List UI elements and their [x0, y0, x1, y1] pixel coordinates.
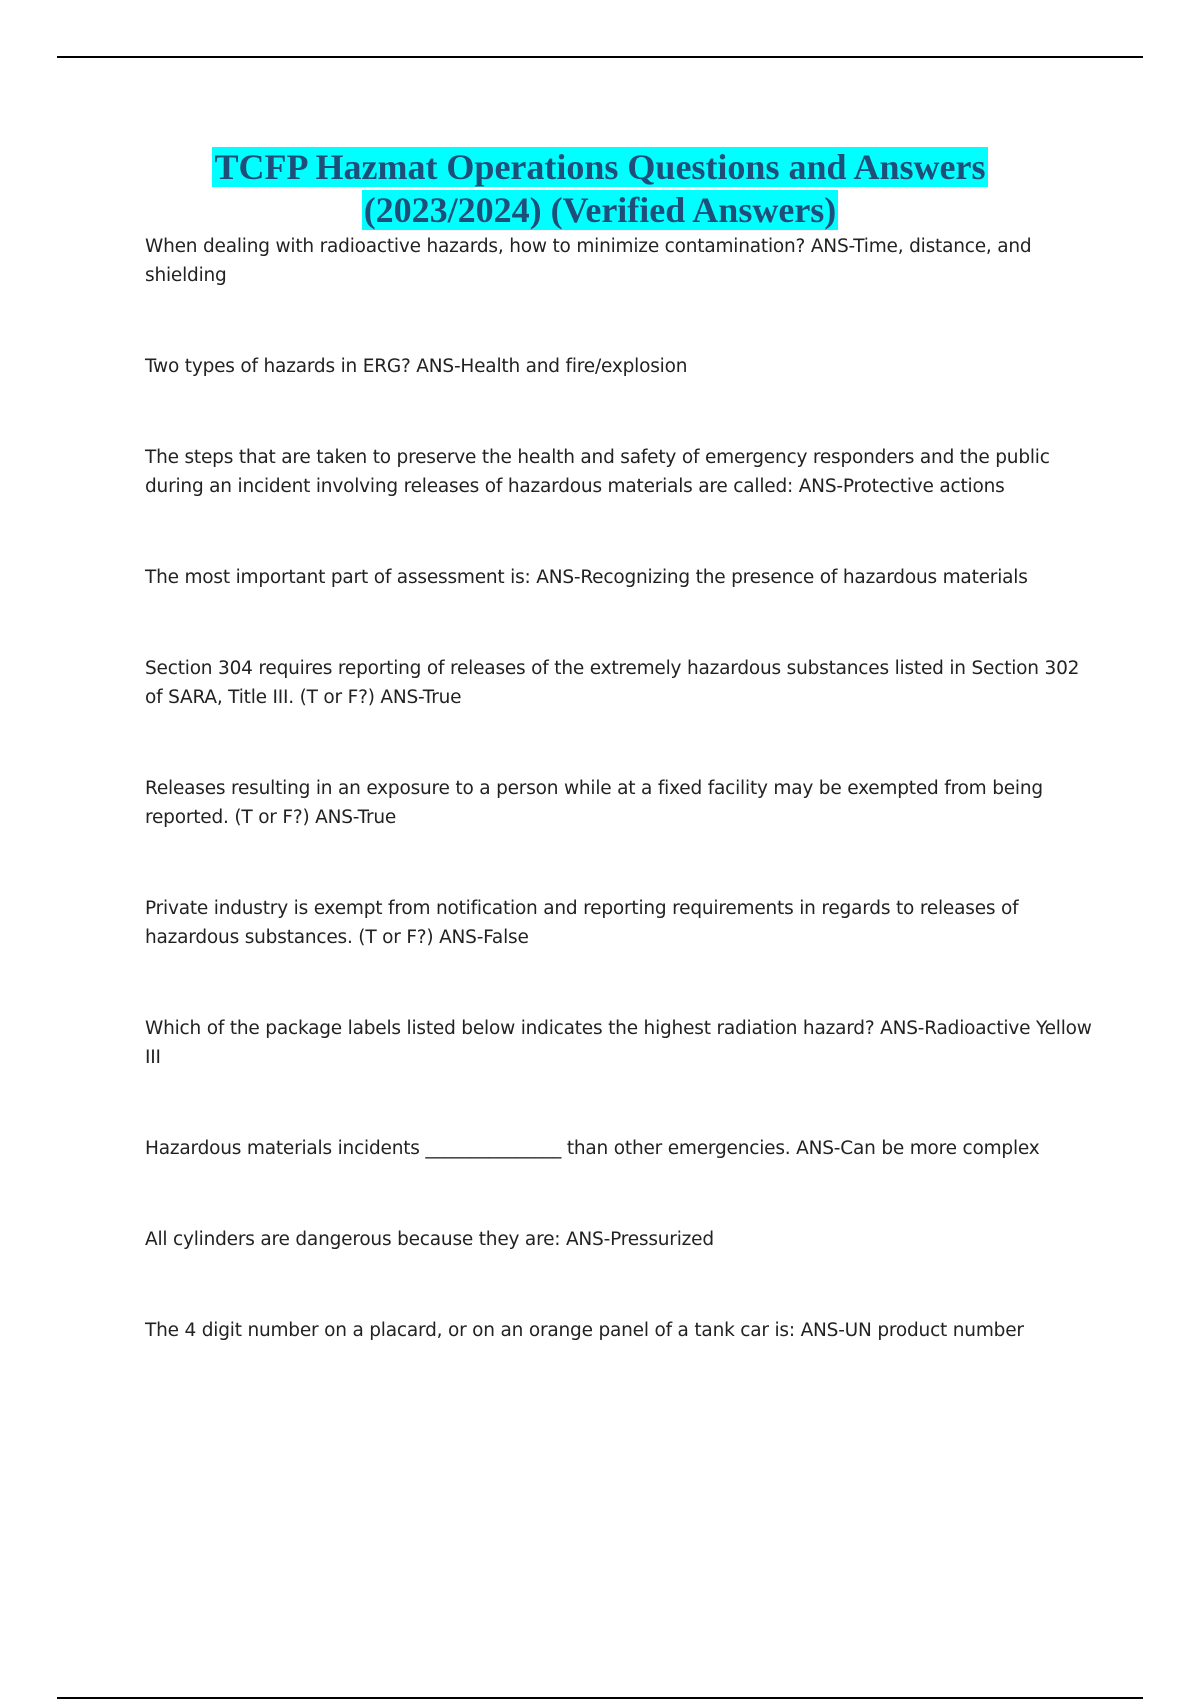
- qa-item: Releases resulting in an exposure to a person while at a fixed facility may be exempted from being reported. (T or F?) ANS-True: [145, 778, 1043, 828]
- qa-item: Private industry is exempt from notification and reporting requirements in regards to releases of hazardous substances. (T or F?) ANS-False: [145, 898, 1019, 948]
- title-line-2: (2023/2024) (Verified Answers): [363, 190, 837, 230]
- qa-item: The most important part of assessment is: ANS-Recognizing the presence of hazardous materials: [145, 567, 1028, 588]
- qa-item: Section 304 requires reporting of releases of the extremely hazardous substances listed in Section 302 of SARA, Title III. (T or F?) ANS-True: [145, 658, 1080, 708]
- title-line-1: TCFP Hazmat Operations Questions and Answers: [214, 147, 986, 187]
- qa-item: Which of the package labels listed below indicates the highest radiation hazard? ANS-Radioactive Yellow III: [145, 1018, 1092, 1068]
- qa-item: All cylinders are dangerous because they are: ANS-Pressurized: [145, 1229, 714, 1250]
- document-title: [57, 146, 1143, 232]
- qa-item: Hazardous materials incidents _______________ than other emergencies. ANS-Can be more complex: [145, 1138, 1040, 1159]
- qa-list: [145, 232, 1095, 1407]
- qa-item: When dealing with radioactive hazards, how to minimize contamination? ANS-Time, distance, and shielding: [145, 236, 1032, 286]
- qa-item: Two types of hazards in ERG? ANS-Health and fire/explosion: [145, 356, 688, 377]
- qa-item: The 4 digit number on a placard, or on an orange panel of a tank car is: ANS-UN product number: [145, 1320, 1024, 1341]
- header-rule: [57, 56, 1143, 58]
- qa-item: The steps that are taken to preserve the health and safety of emergency responders and the public during an incident involving releases of hazardous materials are called: ANS-Protective actions: [145, 447, 1050, 497]
- footer-rule: [57, 1697, 1143, 1699]
